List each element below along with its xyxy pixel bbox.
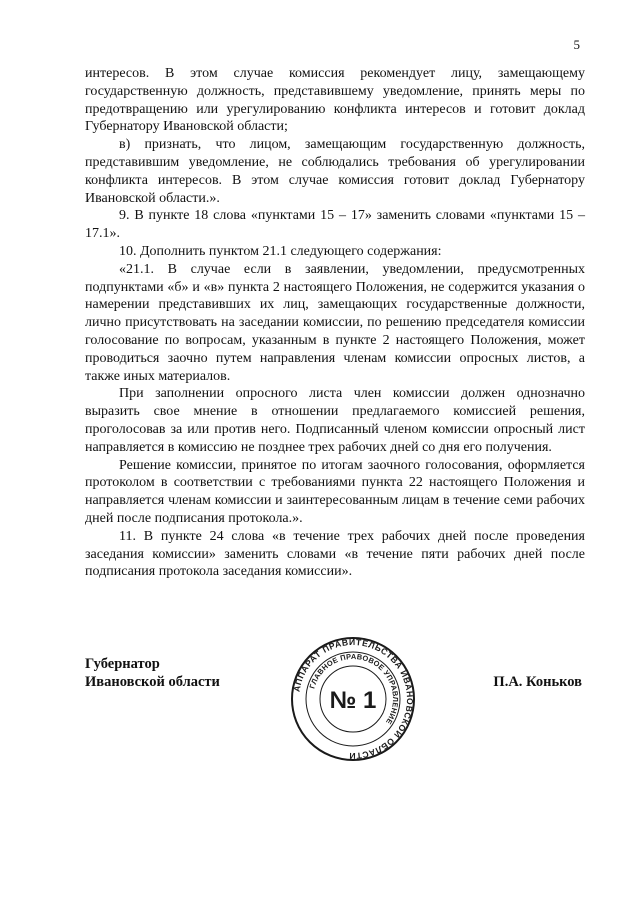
signatory-position [85, 656, 220, 692]
paragraph: «21.1. В случае если в заявлении, уведомлении, предусмотренных подпунктами «б» и «в» пункта 2 настоящего Положения, не содержится указания о намерении представивших их лиц, замещающих государственные должности, лично присутствовать на заседании комиссии, по решению председателя комиссии голосование по вопросам, указанным в пункте 2 настоящего Положения, может проводиться заочно путем направления членам комиссии опросных листов, а также иных материалов. [85, 261, 585, 384]
paragraph: интересов. В этом случае комиссия рекомендует лицу, замещающему государственную должность, представившему уведомление, принять меры по предотвращению или урегулированию конфликта интересов и готовит доклад Губернатору Ивановской области; [85, 66, 585, 135]
seal-center-text: № 1 [329, 687, 377, 714]
page-number: 5 [573, 37, 580, 52]
paragraph: 9. В пункте 18 слова «пунктами 15 – 17» заменить словами «пунктами 15 – 17.1». [85, 208, 585, 242]
official-seal [290, 636, 416, 762]
paragraph: в) признать, что лицом, замещающим государственную должность, представившим уведомление, не соблюдались требования об урегулировании конфликта интересов. В этом случае комиссия готовит доклад Губернатору Ивановской области.». [85, 137, 585, 206]
signatory-name: П.А. Коньков [493, 674, 582, 690]
seal-inner-text: ГЛАВНОЕ ПРАВОВОЕ УПРАВЛЕНИЕ [307, 651, 401, 727]
seal-outer-text: АППАРАТ ПРАВИТЕЛЬСТВА ИВАНОВСКОЙ ОБЛАСТИ [291, 636, 416, 762]
document-body [85, 65, 585, 581]
paragraph: 10. Дополнить пунктом 21.1 следующего содержания: [119, 243, 442, 259]
paragraph: Решение комиссии, принятое по итогам заочного голосования, оформляется протоколом в соответствии с требованиями пункта 22 настоящего Положения и направляется членам комиссии и заинтересованным лицам в течение семи рабочих дней после подписания протокола.». [85, 457, 585, 526]
position-line: Ивановской области [85, 673, 220, 690]
position-line: Губернатор [85, 656, 160, 672]
paragraph: 11. В пункте 24 слова «в течение трех рабочих дней после проведения заседания комиссии» заменить словами «в течение пяти рабочих дней после подписания протокола заседания комиссии». [85, 528, 585, 580]
paragraph: При заполнении опросного листа член комиссии должен однозначно выразить свое мнение в отношении предлагаемого комиссией решения, проголосовав за или против него. Подписанный членом комиссии опросный лист направляется в комиссию не позднее трех рабочих дней со дня его получения. [85, 386, 585, 455]
